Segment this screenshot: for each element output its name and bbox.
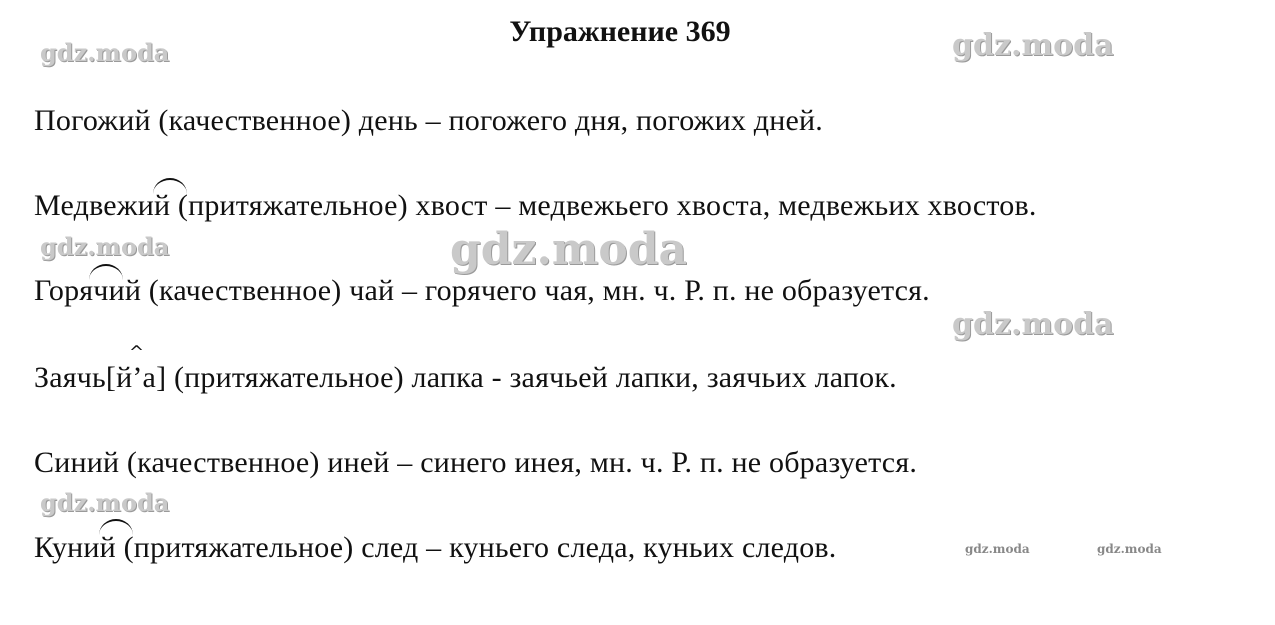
stress-caret-mark: ^ [129,342,145,363]
exercise-line: Горячий (качественное) чай – горячего чая, мн. ч. Р. п. не образуется. [34,274,930,307]
watermark: gdz.moda [40,232,170,261]
watermark: gdz.moda [1097,542,1162,556]
exercise-line: Погожий (качественное) день – погожего дня, погожих дней. [34,104,823,137]
watermark: gdz.moda [952,307,1114,342]
exercise-line: Куний (притяжательное) след – куньего следа, куньих следов. [34,531,837,564]
watermark: gdz.moda [965,542,1030,556]
watermark: gdz.moda [952,28,1114,63]
exercise-line: Заячь[й’а] (притяжательное) лапка - заячьей лапки, заячьих лапок. [34,361,897,394]
watermark: gdz.moda [450,224,688,275]
watermark: gdz.moda [40,488,170,517]
exercise-line: Медвежий (притяжательное) хвост – медвежьего хвоста, медвежьих хвостов. [34,189,1037,222]
page-title: Упражнение 369 [509,15,731,48]
watermark: gdz.moda [40,38,170,67]
exercise-line: Синий (качественное) иней – синего инея, мн. ч. Р. п. не образуется. [34,446,918,479]
